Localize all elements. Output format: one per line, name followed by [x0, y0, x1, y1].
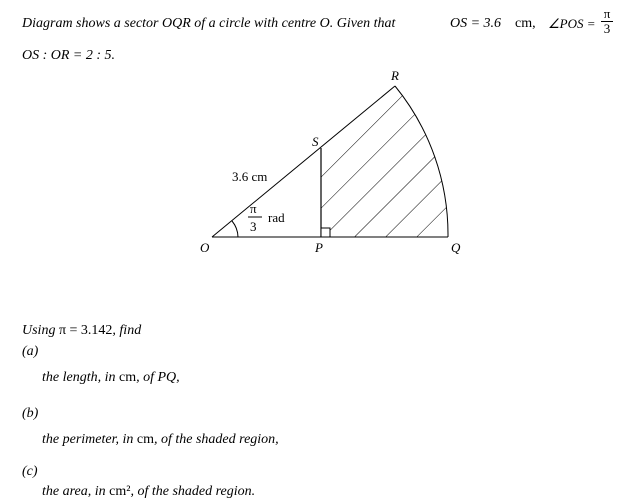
shaded-region — [321, 86, 448, 237]
angle-label-three: 3 — [250, 219, 257, 234]
ratio-text: OS : OR = 2 : 5. — [22, 48, 116, 63]
os-equation: OS = 3.6 — [450, 16, 502, 31]
part-b-text: the perimeter, in cm, of the shaded region, — [42, 432, 279, 447]
intro-lead: Diagram shows a sector OQR of a circle with centre O. Given that — [22, 16, 396, 31]
part-c-letter: (c) — [22, 464, 38, 479]
cm-unit: cm, — [515, 16, 536, 31]
angle-fraction: $\frac{\pi}{3}$ — [601, 7, 613, 36]
angle-arc — [232, 221, 238, 237]
part-a-letter: (a) — [22, 344, 39, 359]
label-o: O — [200, 240, 210, 255]
label-p: P — [315, 240, 323, 255]
part-c-text: the area, in cm², of the shaded region. — [42, 484, 256, 499]
label-r: R — [391, 68, 399, 83]
angle-pos-label: ∠POS = — [548, 16, 596, 31]
angle-label-rad: rad — [268, 210, 285, 225]
using-line: Using π = 3.142, find — [22, 323, 142, 338]
label-q: Q — [451, 240, 461, 255]
right-angle-marker — [321, 228, 330, 237]
part-a-text: the length, in cm, of PQ, — [42, 370, 180, 385]
label-s: S — [312, 134, 319, 149]
label-os-length: 3.6 cm — [232, 169, 268, 184]
angle-label-pi: π — [250, 201, 257, 216]
part-b-letter: (b) — [22, 406, 39, 421]
